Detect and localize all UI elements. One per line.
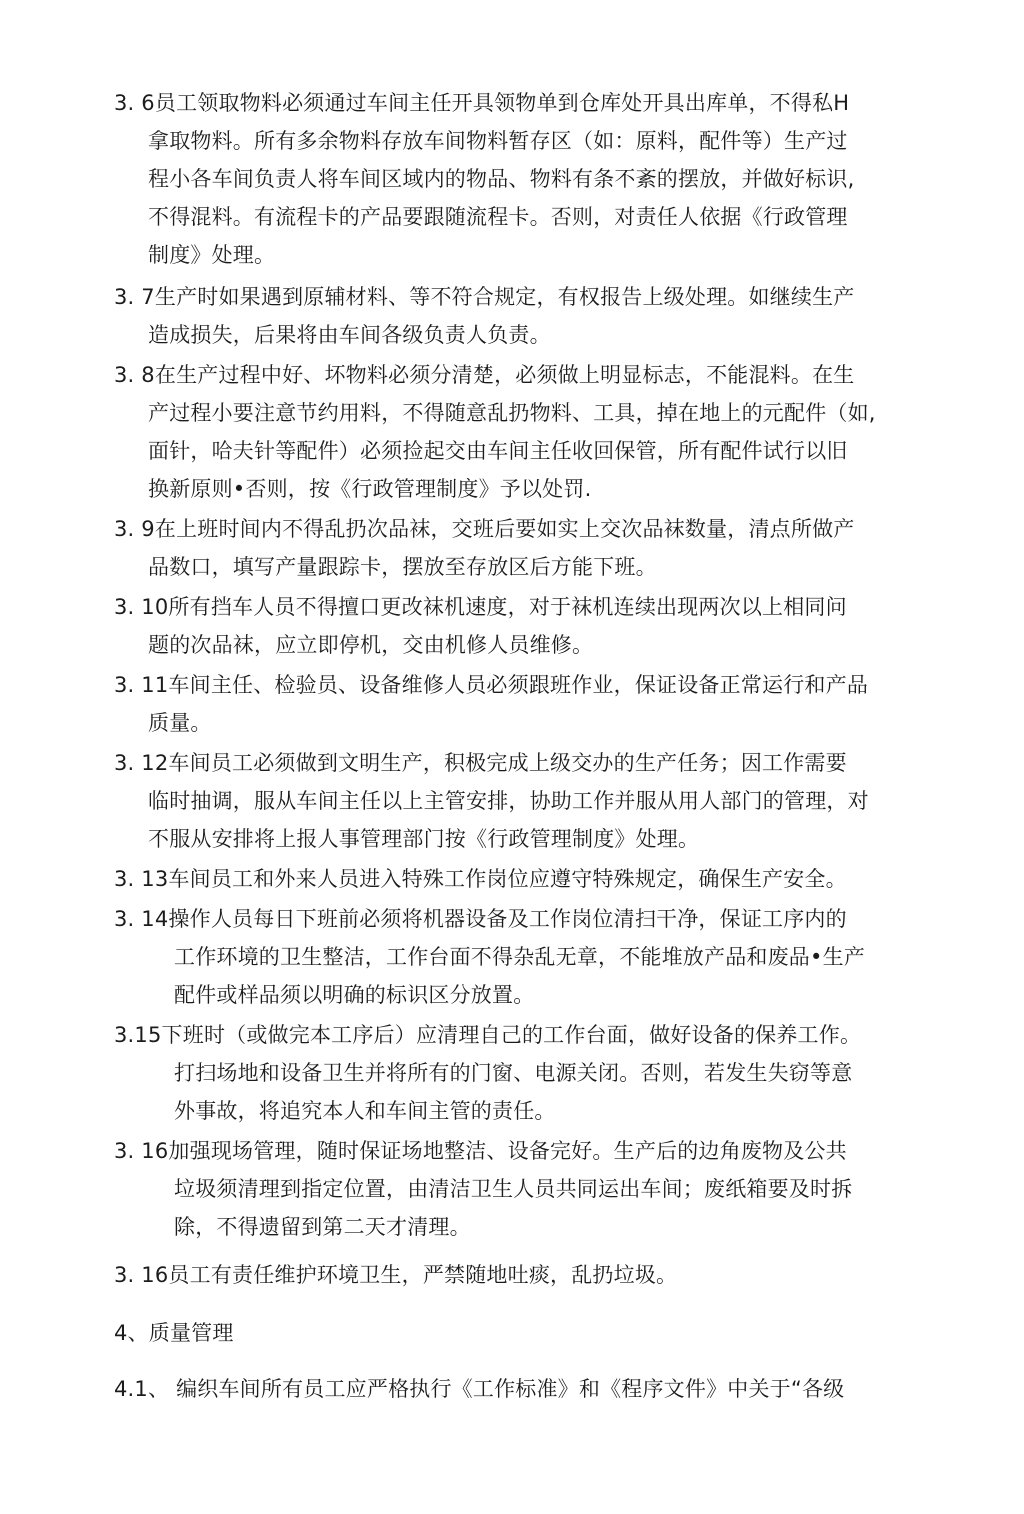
clause-3-15-line-1: 3.15下班时（或做完本工序后）应清理自己的工作台面，做好设备的保养工作。 [114,1023,862,1047]
clause-3-9-line-1: 3. 9在上班时间内不得乱扔次品袜，交班后要如实上交次品袜数量，清点所做产 [114,517,855,541]
clause-3-10-line-1: 3. 10所有挡车人员不得擅口更改袜机速度，对于袜机连续出现两次以上相同问 [114,595,847,619]
clause-3-8-line-2: 产过程小要注意节约用料，不得随意乱扔物料、工具，掉在地上的元配件（如, [148,401,876,425]
clause-3-14-line-2: 工作环境的卫生整洁，工作台面不得杂乱无章，不能堆放产品和废品•生产 [174,945,865,969]
clause-3-16a-line-3: 除，不得遗留到第二天才清理。 [174,1215,471,1239]
clause-3-16a-line-1: 3. 16加强现场管理，随时保证场地整洁、设备完好。生产后的边角废物及公共 [114,1139,847,1163]
clause-3-12-line-2: 临时抽调，服从车间主任以上主管安排，协助工作并服从用人部门的管理，对 [148,789,869,813]
clause-3-9-line-2: 品数口，填写产量跟踪卡，摆放至存放区后方能下班。 [148,555,657,579]
clause-3-8-line-4: 换新原则•否则，按《行政管理制度》予以处罚. [148,477,592,501]
clause-3-14-line-1: 3. 14操作人员每日下班前必须将机器设备及工作岗位清扫干净，保证工序内的 [114,907,847,931]
clause-3-16b-line-1: 3. 16员工有责任维护环境卫生，严禁随地吐痰，乱扔垃圾。 [114,1263,678,1287]
clause-3-7-line-1: 3. 7生产时如果遇到原辅材料、等不符合规定，有权报告上级处理。如继续生产 [114,285,855,309]
clause-3-15-line-3: 外事故，将追究本人和车间主管的责任。 [174,1099,556,1123]
clause-3-8-line-1: 3. 8在生产过程中好、坏物料必须分清楚，必须做上明显标志，不能混料。在生 [114,363,855,387]
clause-3-8-line-3: 面针，哈夫针等配件）必须捡起交由车间主任收回保管，所有配件试行以旧 [148,439,848,463]
clause-3-16a-line-2: 垃圾须清理到指定位置，由清洁卫生人员共同运出车间；废纸箱要及时拆 [174,1177,853,1201]
clause-3-6-line-3: 程小各车间负责人将车间区域内的物品、物料有条不紊的摆放，并做好标识, [148,167,855,191]
clause-3-15-line-2: 打扫场地和设备卫生并将所有的门窗、电源关闭。否则，若发生失窃等意 [174,1061,853,1085]
section-heading-4: 4、质量管理 [114,1321,234,1345]
clause-3-10-line-2: 题的次品袜，应立即停机，交由机修人员维修。 [148,633,594,657]
clause-3-12-line-1: 3. 12车间员工必须做到文明生产，积极完成上级交办的生产任务；因工作需要 [114,751,847,775]
clause-3-13-line-1: 3. 13车间员工和外来人员进入特殊工作岗位应遵守特殊规定，确保生产安全。 [114,867,847,891]
clause-3-14-line-3: 配件或样品须以明确的标识区分放置。 [174,983,535,1007]
clause-3-6-line-4: 不得混料。有流程卡的产品要跟随流程卡。否则，对责任人依据《行政管理 [148,205,848,229]
clause-3-7-line-2: 造成损失，后果将由车间各级负责人负责。 [148,323,551,347]
clause-3-11-line-1: 3. 11车间主任、检验员、设备维修人员必须跟班作业，保证设备正常运行和产品 [114,673,869,697]
clause-3-6-line-2: 拿取物料。所有多余物料存放车间物料暂存区（如：原料，配件等）生产过 [148,129,848,153]
clause-3-6-line-1: 3. 6员工领取物料必须通过车间主任开具领物单到仓库处开具出库单，不得私H [114,91,850,115]
clause-3-6-line-5: 制度》处理。 [148,243,276,267]
clause-3-12-line-3: 不服从安排将上报人事管理部门按《行政管理制度》处理。 [148,827,700,851]
clause-3-11-line-2: 质量。 [148,711,212,735]
clause-4-1-line-1: 4.1、 编织车间所有员工应严格执行《工作标准》和《程序文件》中关于“各级 [114,1377,845,1401]
